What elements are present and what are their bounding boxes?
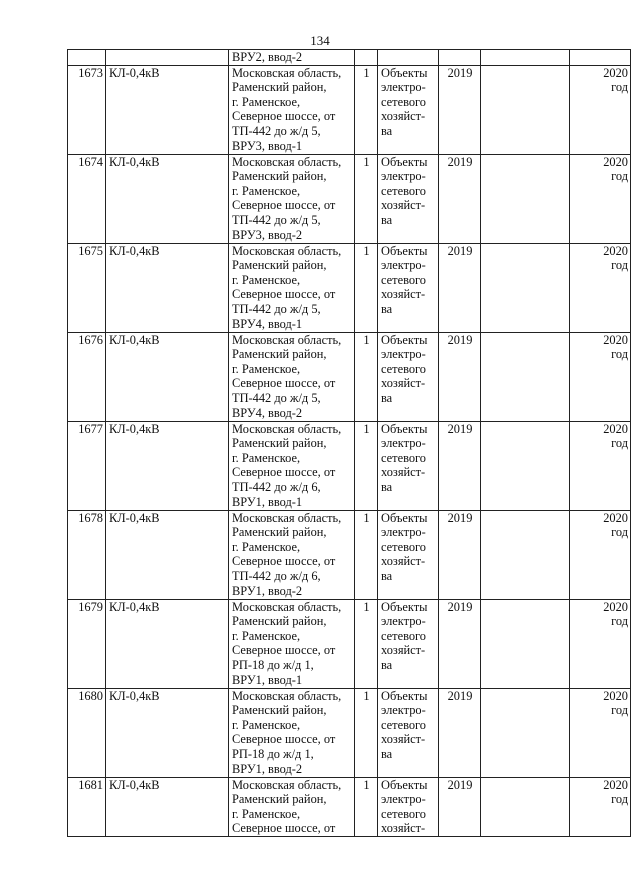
table-row (68, 243, 631, 332)
table-row (68, 599, 631, 688)
cell-name (106, 50, 229, 66)
address-line: г. Раменское, (232, 450, 301, 465)
year: 2019 (447, 777, 473, 792)
cell-year (439, 421, 481, 510)
table-row (68, 777, 631, 836)
row-number: 1674 (78, 154, 103, 169)
address-line: Северное шоссе, от (232, 554, 336, 569)
address-line: Московская область, (232, 599, 342, 614)
cell-term (570, 154, 631, 243)
address-line: Северное шоссе, от (232, 821, 336, 836)
cell-extra (481, 510, 570, 599)
cell-name (106, 243, 229, 332)
row-number: 1681 (78, 777, 103, 792)
year: 2019 (447, 243, 473, 258)
term-line: год (611, 614, 628, 629)
type-line: ва (381, 568, 393, 583)
table-row-continuation (68, 50, 631, 66)
cell-type (378, 688, 439, 777)
type-line: сетевого (381, 806, 426, 821)
type-line: электро- (381, 525, 426, 540)
address-line: Раменский район, (232, 614, 327, 629)
cell-year (439, 154, 481, 243)
cell-type (378, 243, 439, 332)
address-line: Московская область, (232, 65, 342, 80)
address-line: г. Раменское, (232, 628, 301, 643)
address-line: Московская область, (232, 154, 342, 169)
type-line: электро- (381, 703, 426, 718)
cell-number (68, 688, 106, 777)
address-line: ТП-442 до ж/д 5, (232, 390, 321, 405)
cell-address (229, 243, 355, 332)
type-line: Объекты (381, 243, 428, 258)
address-line: Московская область, (232, 777, 342, 792)
address-line: ВРУ1, ввод-2 (232, 583, 303, 598)
cell-quantity (355, 510, 378, 599)
object-name: КЛ-0,4кВ (109, 332, 160, 347)
address-line: Северное шоссе, от (232, 109, 336, 124)
term-line: год (611, 792, 628, 807)
cell-address (229, 777, 355, 836)
quantity: 1 (363, 332, 370, 347)
address-line: Раменский район, (232, 436, 327, 451)
row-number: 1678 (78, 510, 103, 525)
cell-address (229, 688, 355, 777)
term-line: 2020 (603, 154, 628, 169)
address-line: Раменский район, (232, 347, 327, 362)
quantity: 1 (363, 688, 370, 703)
address-line: Северное шоссе, от (232, 732, 336, 747)
address-line: Северное шоссе, от (232, 643, 336, 658)
type-line: электро- (381, 436, 426, 451)
object-name: КЛ-0,4кВ (109, 154, 160, 169)
address-line: г. Раменское, (232, 272, 301, 287)
term-line: год (611, 258, 628, 273)
cell-year (439, 332, 481, 421)
table-row (68, 332, 631, 421)
cell-number (68, 65, 106, 154)
type-line: хозяйст- (381, 287, 426, 302)
object-name: КЛ-0,4кВ (109, 421, 160, 436)
cell-address (229, 421, 355, 510)
cell-number (68, 243, 106, 332)
cell-name (106, 332, 229, 421)
row-number: 1673 (78, 65, 103, 80)
address-line: г. Раменское, (232, 717, 301, 732)
object-name: КЛ-0,4кВ (109, 777, 160, 792)
cell-address (229, 510, 355, 599)
cell-type (378, 332, 439, 421)
cell-name (106, 65, 229, 154)
address-line: РП-18 до ж/д 1, (232, 657, 314, 672)
address-line: г. Раменское, (232, 539, 301, 554)
cell-address (229, 332, 355, 421)
type-line: сетевого (381, 628, 426, 643)
type-line: ва (381, 390, 393, 405)
type-line: Объекты (381, 777, 428, 792)
type-line: сетевого (381, 361, 426, 376)
address-line: Раменский район, (232, 258, 327, 273)
type-line: хозяйст- (381, 732, 426, 747)
cell-type (378, 510, 439, 599)
address-line: Раменский район, (232, 525, 327, 540)
type-line: хозяйст- (381, 643, 426, 658)
address-line: г. Раменское, (232, 361, 301, 376)
type-line: сетевого (381, 539, 426, 554)
cell-name (106, 688, 229, 777)
cell-number (68, 50, 106, 66)
cell-quantity (355, 243, 378, 332)
address-line: Северное шоссе, от (232, 287, 336, 302)
term-line: 2020 (603, 65, 628, 80)
address-line: Московская область, (232, 421, 342, 436)
cell-number (68, 421, 106, 510)
type-line: Объекты (381, 154, 428, 169)
cell-name (106, 777, 229, 836)
cell-quantity (355, 332, 378, 421)
cell-extra (481, 777, 570, 836)
quantity: 1 (363, 243, 370, 258)
term-line: год (611, 169, 628, 184)
year: 2019 (447, 154, 473, 169)
term-line: год (611, 80, 628, 95)
address-line: Раменский район, (232, 169, 327, 184)
address-line: ТП-442 до ж/д 5, (232, 301, 321, 316)
address-line: ТП-442 до ж/д 5, (232, 212, 321, 227)
type-line: Объекты (381, 65, 428, 80)
quantity: 1 (363, 65, 370, 80)
term-line: 2020 (603, 243, 628, 258)
type-line: электро- (381, 80, 426, 95)
type-line: сетевого (381, 183, 426, 198)
table-row (68, 154, 631, 243)
address-line: г. Раменское, (232, 806, 301, 821)
cell-type (378, 154, 439, 243)
type-line: Объекты (381, 421, 428, 436)
cell-type (378, 599, 439, 688)
address-line: Северное шоссе, от (232, 198, 336, 213)
cell-term (570, 421, 631, 510)
type-line: сетевого (381, 717, 426, 732)
row-number: 1680 (78, 688, 103, 703)
cell-quantity (355, 50, 378, 66)
address-line: ВРУ4, ввод-2 (232, 405, 303, 420)
cell-number (68, 599, 106, 688)
address-line: ТП-442 до ж/д 5, (232, 123, 321, 138)
cell-quantity (355, 65, 378, 154)
address-line: ВРУ1, ввод-2 (232, 761, 303, 776)
type-line: хозяйст- (381, 554, 426, 569)
year: 2019 (447, 421, 473, 436)
type-line: электро- (381, 347, 426, 362)
address-line: Московская область, (232, 332, 342, 347)
year: 2019 (447, 688, 473, 703)
address-line: ВРУ4, ввод-1 (232, 316, 303, 331)
type-line: хозяйст- (381, 198, 426, 213)
type-line: сетевого (381, 94, 426, 109)
address-line: г. Раменское, (232, 94, 301, 109)
cell-name (106, 154, 229, 243)
type-line: хозяйст- (381, 109, 426, 124)
quantity: 1 (363, 599, 370, 614)
type-line: Объекты (381, 688, 428, 703)
term-line: 2020 (603, 421, 628, 436)
row-number: 1677 (78, 421, 103, 436)
type-line: ва (381, 301, 393, 316)
type-line: сетевого (381, 272, 426, 287)
cell-extra (481, 243, 570, 332)
type-line: ва (381, 123, 393, 138)
term-line: год (611, 436, 628, 451)
term-line: 2020 (603, 332, 628, 347)
cell-extra (481, 421, 570, 510)
address-line: Московская область, (232, 688, 342, 703)
address-line: Московская область, (232, 510, 342, 525)
address-line: ВРУ1, ввод-1 (232, 672, 303, 687)
term-line: год (611, 525, 628, 540)
row-number: 1675 (78, 243, 103, 258)
row-number: 1676 (78, 332, 103, 347)
object-name: КЛ-0,4кВ (109, 510, 160, 525)
object-name: КЛ-0,4кВ (109, 599, 160, 614)
term-line: 2020 (603, 599, 628, 614)
term-line: 2020 (603, 688, 628, 703)
cell-extra (481, 50, 570, 66)
cell-extra (481, 599, 570, 688)
type-line: электро- (381, 169, 426, 184)
cell-year (439, 243, 481, 332)
type-line: сетевого (381, 450, 426, 465)
quantity: 1 (363, 777, 370, 792)
term-line: год (611, 347, 628, 362)
address-line: Раменский район, (232, 792, 327, 807)
address-line: ВРУ3, ввод-2 (232, 227, 303, 242)
cell-quantity (355, 599, 378, 688)
cell-address (229, 154, 355, 243)
cell-extra (481, 688, 570, 777)
cell-term (570, 777, 631, 836)
cell-type (378, 777, 439, 836)
address-line: Северное шоссе, от (232, 465, 336, 480)
cell-quantity (355, 421, 378, 510)
address-line: ТП-442 до ж/д 6, (232, 568, 321, 583)
cell-year (439, 777, 481, 836)
cell-extra (481, 65, 570, 154)
cell-quantity (355, 154, 378, 243)
cell-term (570, 510, 631, 599)
cell-address (229, 50, 355, 66)
object-name: КЛ-0,4кВ (109, 243, 160, 258)
type-line: Объекты (381, 332, 428, 347)
year: 2019 (447, 332, 473, 347)
address-line: Раменский район, (232, 703, 327, 718)
cell-name (106, 599, 229, 688)
type-line: электро- (381, 258, 426, 273)
address-line: ВРУ1, ввод-1 (232, 494, 303, 509)
address-line: Северное шоссе, от (232, 376, 336, 391)
type-line: хозяйст- (381, 376, 426, 391)
year: 2019 (447, 65, 473, 80)
table-row (68, 65, 631, 154)
type-line: электро- (381, 614, 426, 629)
type-line: ва (381, 479, 393, 494)
address-line: ВРУ3, ввод-1 (232, 138, 303, 153)
type-line: Объекты (381, 510, 428, 525)
address-line: г. Раменское, (232, 183, 301, 198)
cell-year (439, 510, 481, 599)
address-line: РП-18 до ж/д 1, (232, 746, 314, 761)
cell-number (68, 332, 106, 421)
registry-table (67, 49, 631, 837)
cell-year (439, 50, 481, 66)
cell-quantity (355, 688, 378, 777)
address-line: Московская область, (232, 243, 342, 258)
table-row (68, 510, 631, 599)
type-line: ва (381, 212, 393, 227)
cell-term (570, 65, 631, 154)
cell-year (439, 688, 481, 777)
cell-number (68, 510, 106, 599)
cell-extra (481, 154, 570, 243)
type-line: хозяйст- (381, 821, 426, 836)
term-line: год (611, 703, 628, 718)
cell-term (570, 599, 631, 688)
cell-term (570, 332, 631, 421)
cell-term (570, 688, 631, 777)
type-line: электро- (381, 792, 426, 807)
cell-year (439, 65, 481, 154)
cell-type (378, 65, 439, 154)
cell-type (378, 50, 439, 66)
quantity: 1 (363, 154, 370, 169)
type-line: хозяйст- (381, 465, 426, 480)
registry-body (68, 50, 631, 837)
cell-extra (481, 332, 570, 421)
type-line: ва (381, 657, 393, 672)
page-number: 134 (310, 33, 330, 48)
quantity: 1 (363, 421, 370, 436)
cell-address (229, 599, 355, 688)
address-line: ТП-442 до ж/д 6, (232, 479, 321, 494)
cell-year (439, 599, 481, 688)
cell-quantity (355, 777, 378, 836)
cell-term (570, 50, 631, 66)
year: 2019 (447, 510, 473, 525)
quantity: 1 (363, 510, 370, 525)
type-line: Объекты (381, 599, 428, 614)
type-line: ва (381, 746, 393, 761)
row-number: 1679 (78, 599, 103, 614)
object-name: КЛ-0,4кВ (109, 65, 160, 80)
table-row (68, 421, 631, 510)
address-line: Раменский район, (232, 80, 327, 95)
address-line: ВРУ2, ввод-2 (232, 50, 303, 64)
cell-address (229, 65, 355, 154)
object-name: КЛ-0,4кВ (109, 688, 160, 703)
term-line: 2020 (603, 510, 628, 525)
cell-term (570, 243, 631, 332)
cell-name (106, 421, 229, 510)
table-row (68, 688, 631, 777)
term-line: 2020 (603, 777, 628, 792)
cell-name (106, 510, 229, 599)
year: 2019 (447, 599, 473, 614)
cell-type (378, 421, 439, 510)
cell-number (68, 777, 106, 836)
cell-number (68, 154, 106, 243)
